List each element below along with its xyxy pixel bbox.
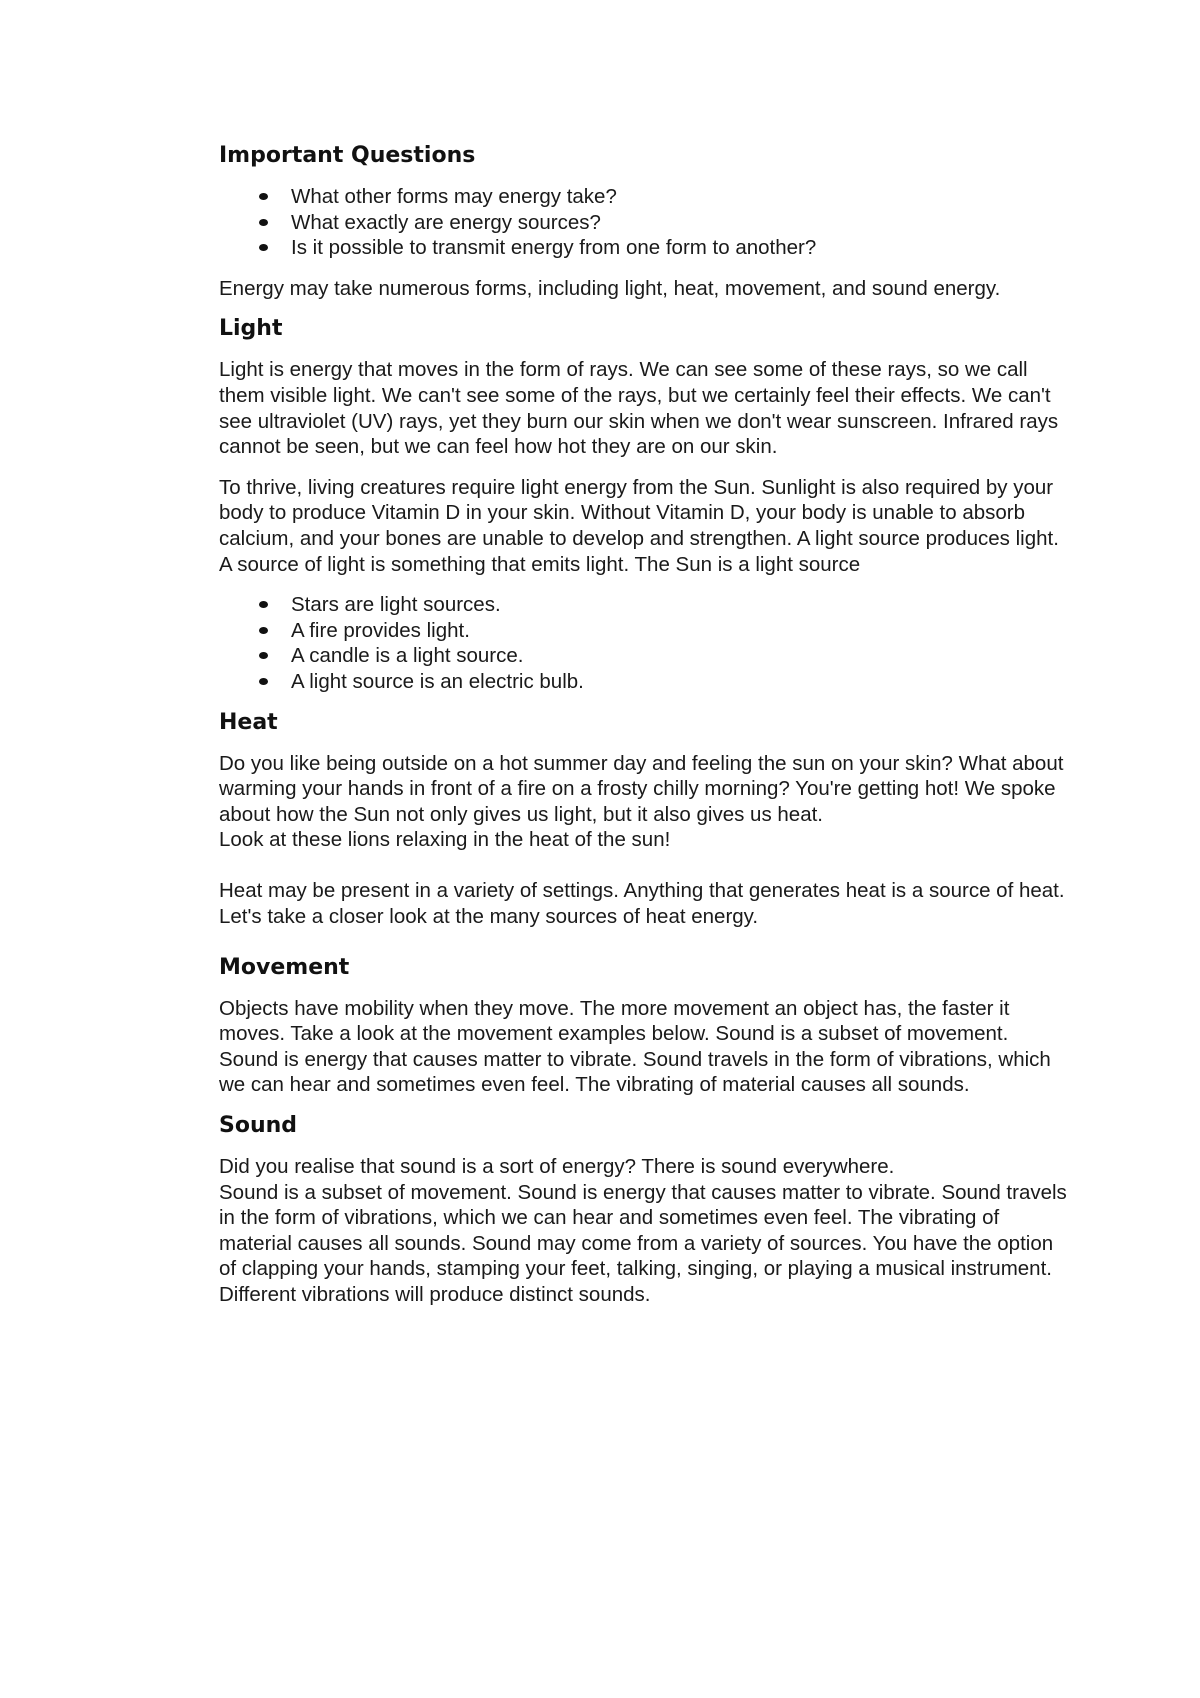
bullet-icon — [259, 193, 268, 200]
bullet-icon — [259, 219, 268, 226]
bullet-icon — [259, 627, 268, 634]
document-page — [219, 143, 1069, 1323]
list-item: Is it possible to transmit energy from one form to another? — [259, 235, 1069, 261]
bullet-icon — [259, 678, 268, 685]
heat-paragraph-1-text: Do you like being outside on a hot summer day and feeling the sun on your skin? What about warming your hands in front of a fire on a frosty chilly morning? You're getting hot! We spoke about how the Sun not only gives us light, but it also gives us heat. — [219, 751, 1064, 826]
heat-blank-line — [219, 853, 1069, 879]
list-item: A light source is an electric bulb. — [259, 669, 1069, 695]
bullet-icon — [259, 652, 268, 659]
movement-paragraph: Objects have mobility when they move. The more movement an object has, the faster it moves. Take a look at the movement examples below. Sound is a subset of movement. Sound is energy that causes matter to vibrate. Sound travels in the form of vibrations, which we can hear and sometimes even feel. The vibrating of material causes all sounds. — [219, 996, 1051, 1097]
light-paragraph-1: Light is energy that moves in the form of rays. We can see some of these rays, so we call them visible light. We can't see some of the rays, but we certainly feel their effects. We can't see ultraviolet (UV) rays, yet they burn our skin when we don't wear sunscreen. Infrared rays cannot be seen, but we can feel how hot they are on our skin. — [219, 358, 1059, 459]
questions-list — [219, 184, 1069, 261]
list-item: What exactly are energy sources? — [259, 210, 1069, 236]
list-item: Stars are light sources. — [259, 592, 1069, 618]
light-heading: Light — [219, 316, 283, 342]
list-item: What other forms may energy take? — [259, 184, 1069, 210]
sound-paragraph — [219, 1154, 1069, 1308]
bullet-icon — [259, 244, 268, 251]
movement-heading: Movement — [219, 954, 350, 980]
light-paragraph-2: To thrive, living creatures require light energy from the Sun. Sunlight is also required by your body to produce Vitamin D in your skin. Without Vitamin D, your body is unable to absorb calcium, and your bones are unable to develop and strengthen. A light source produces light. A source of light is something that emits light. The Sun is a light source — [219, 475, 1059, 576]
sound-paragraph-line-1: Did you realise that sound is a sort of energy? There is sound everywhere. — [219, 1155, 895, 1179]
light-sources-list — [219, 592, 1069, 694]
heat-paragraph-2: Heat may be present in a variety of settings. Anything that generates heat is a source of heat. Let's take a closer look at the many sources of heat energy. — [219, 879, 1065, 929]
heat-heading: Heat — [219, 709, 278, 735]
heat-paragraph-1 — [219, 751, 1069, 930]
list-item: A fire provides light. — [259, 618, 1069, 644]
questions-heading: Important Questions — [219, 143, 476, 168]
sound-paragraph-rest: Sound is a subset of movement. Sound is energy that causes matter to vibrate. Sound travels in the form of vibrations, which we can hear and sometimes even feel. The vibrating of material causes all sounds. Sound may come from a variety of sources. You have the option of clapping your hands, stamping your feet, talking, singing, or playing a musical instrument. Different vibrations will produce distinct sounds. — [219, 1180, 1067, 1306]
intro-paragraph: Energy may take numerous forms, including light, heat, movement, and sound energy. — [219, 276, 1001, 300]
heat-paragraph-1-lions: Look at these lions relaxing in the heat of the sun! — [219, 828, 671, 852]
sound-heading: Sound — [219, 1113, 298, 1139]
list-item: A candle is a light source. — [259, 643, 1069, 669]
bullet-icon — [259, 601, 268, 608]
